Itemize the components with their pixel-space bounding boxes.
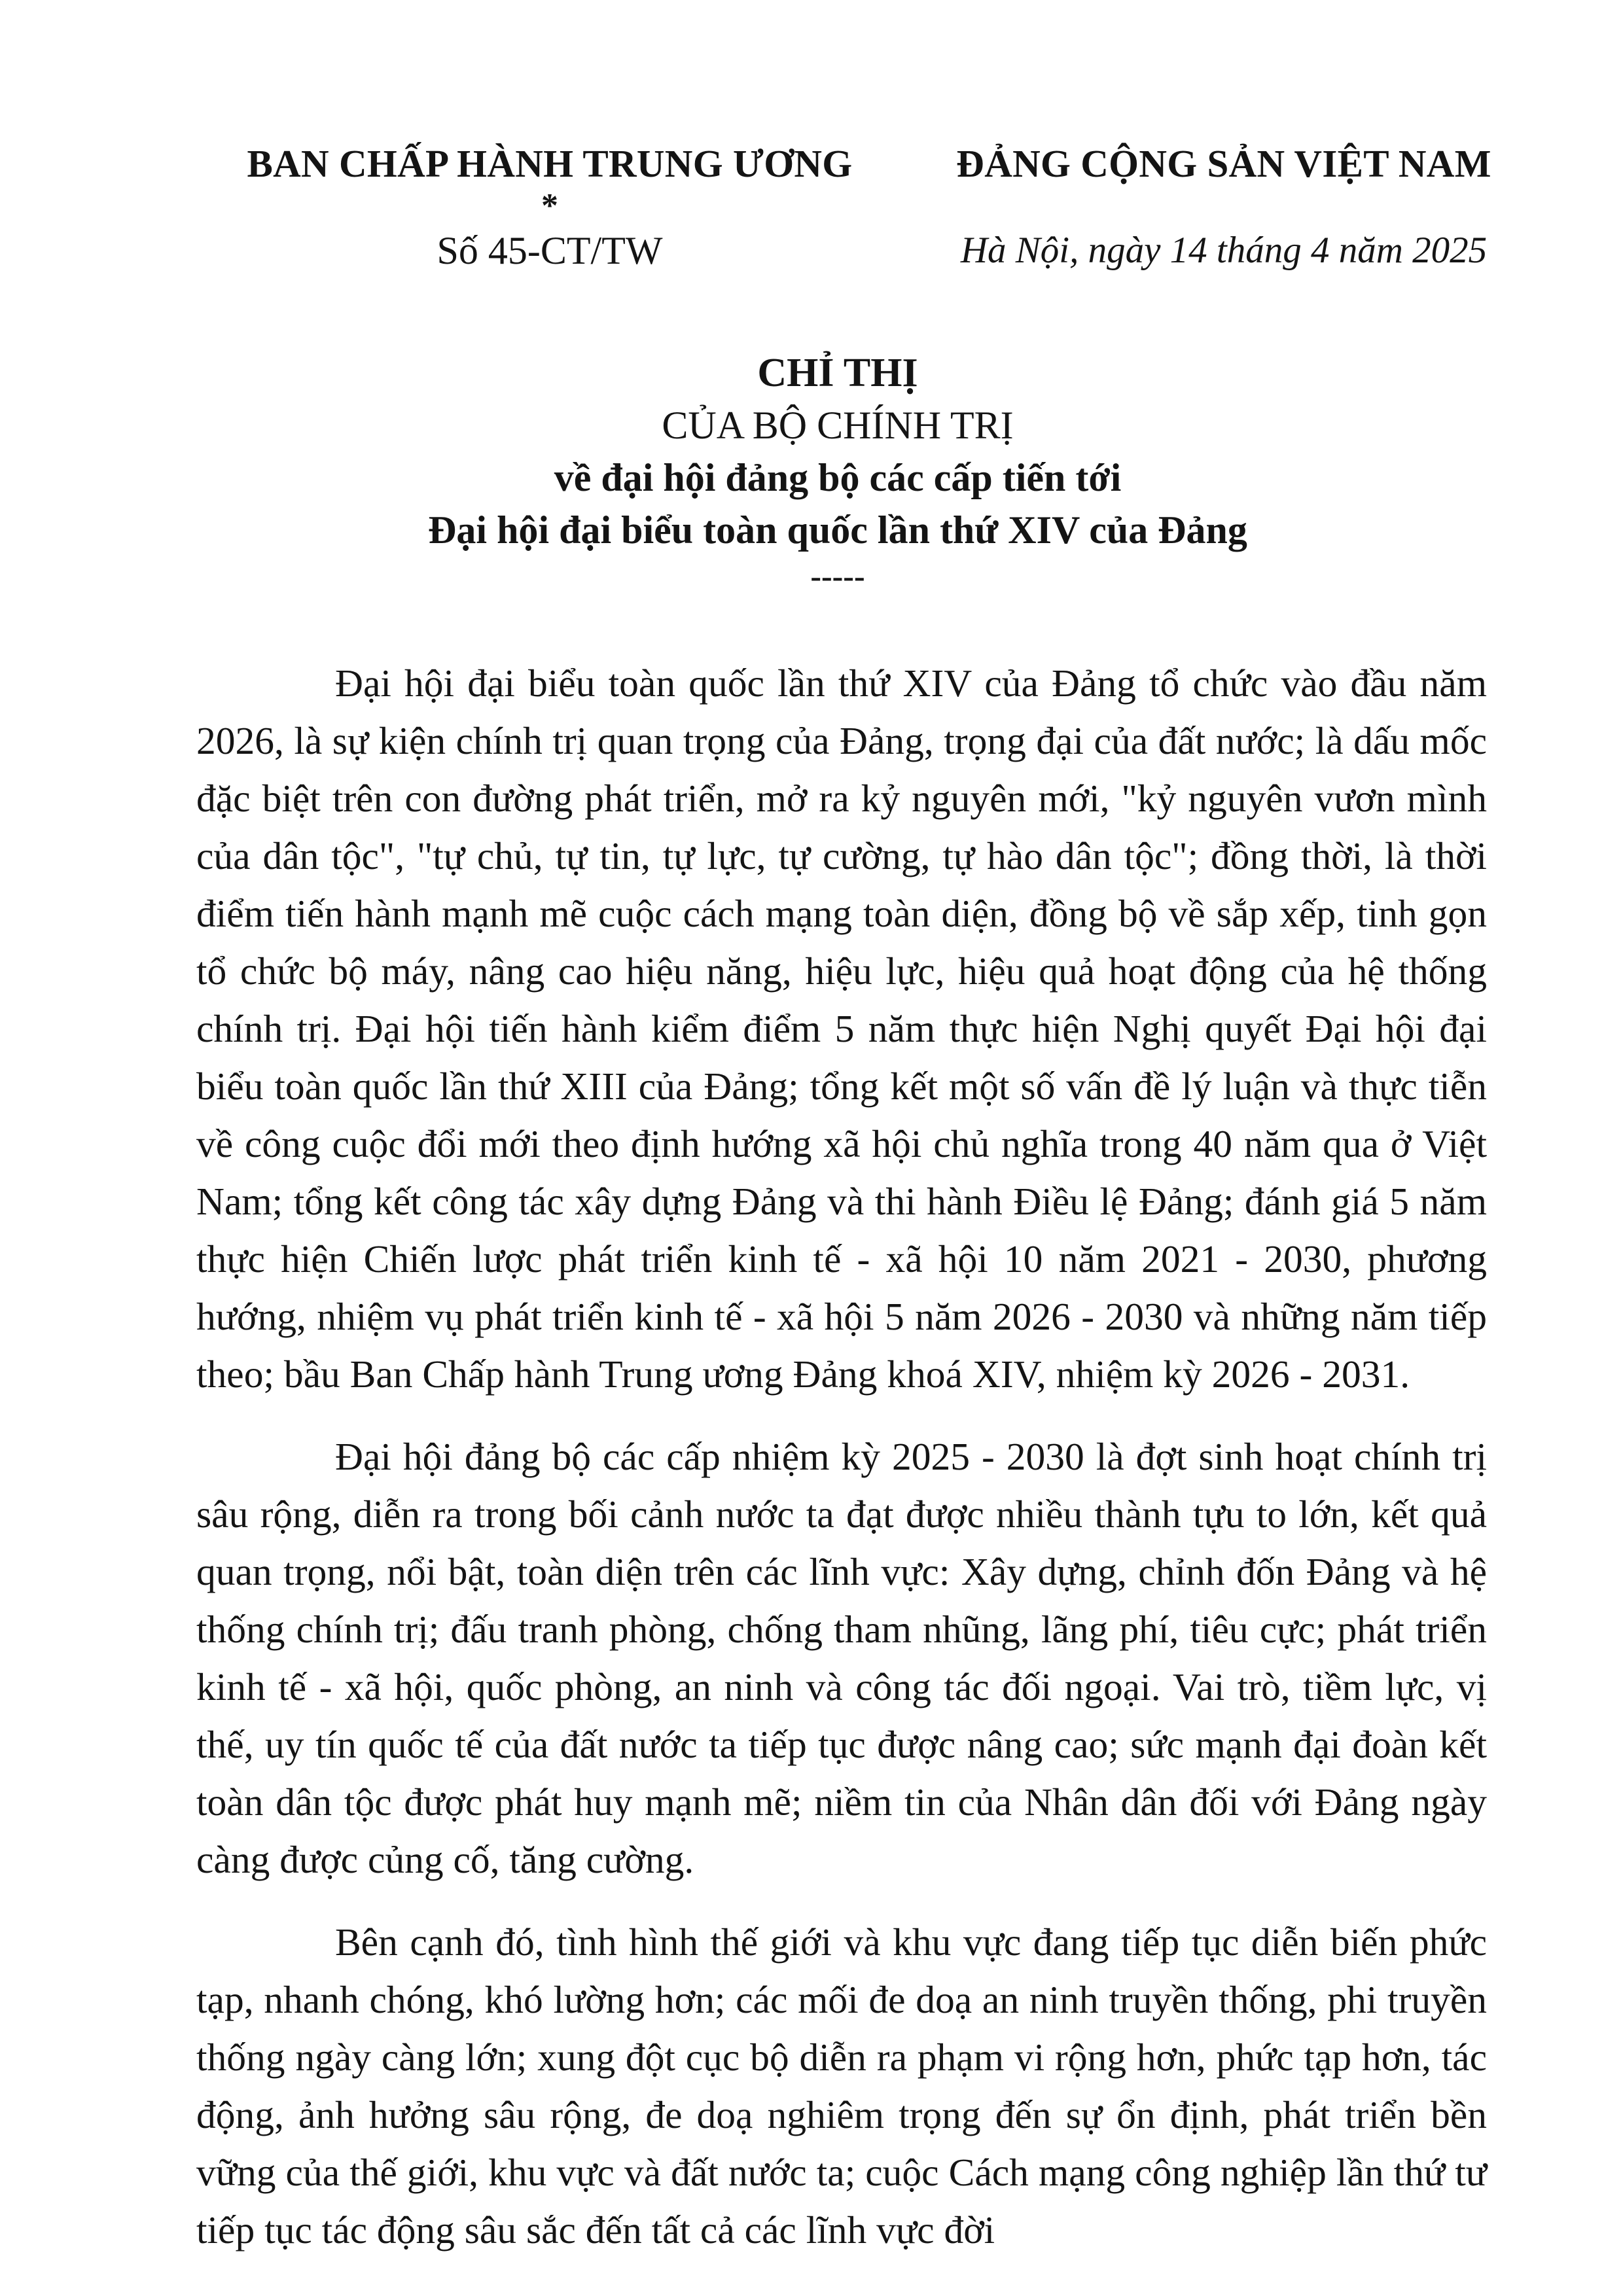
national-header (916, 134, 1531, 277)
paragraph-2: Đại hội đảng bộ các cấp nhiệm kỳ 2025 - 2030 là đợt sinh hoạt chính trị sâu rộng, diễn ra trong bối cảnh nước ta đạt được nhiều thành tựu to lớn, kết quả quan trọng, nổi bật, toàn diện trên các lĩnh vực: Xây dựng, chỉnh đốn Đảng và hệ thống chính trị; đấu tranh phòng, chống tham nhũng, lãng phí, tiêu cực; phát triển kinh tế - xã hội, quốc phòng, an ninh và công tác đối ngoại. Vai trò, tiềm lực, vị thế, uy tín quốc tế của đất nước ta tiếp tục được nâng cao; sức mạnh đại đoàn kết toàn dân tộc được phát huy mạnh mẽ; niềm tin của Nhân dân đối với Đảng ngày càng được củng cố, tăng cường. (196, 1435, 1487, 1881)
subject-line-2: Đại hội đại biểu toàn quốc lần thứ XIV của Đảng (428, 508, 1247, 552)
star-mark: * (541, 187, 558, 224)
party-name: ĐẢNG CỘNG SẢN VIỆT NAM (956, 142, 1491, 185)
document-type: CHỈ THỊ (757, 351, 918, 395)
paragraph-1: Đại hội đại biểu toàn quốc lần thứ XIV của Đảng tổ chức vào đầu năm 2026, là sự kiện chính trị quan trọng của Đảng, trọng đại của đất nước; là dấu mốc đặc biệt trên con đường phát triển, mở ra kỷ nguyên mới, "kỷ nguyên vươn mình của dân tộc", "tự chủ, tự tin, tự lực, tự cường, tự hào dân tộc"; đồng thời, là thời điểm tiến hành mạnh mẽ cuộc cách mạng toàn diện, đồng bộ về sắp xếp, tinh gọn tổ chức bộ máy, nâng cao hiệu năng, hiệu lực, hiệu quả hoạt động của hệ thống chính trị. Đại hội tiến hành kiểm điểm 5 năm thực hiện Nghị quyết Đại hội đại biểu toàn quốc lần thứ XIII của Đảng; tổng kết một số vấn đề lý luận và thực tiễn về công cuộc đổi mới theo định hướng xã hội chủ nghĩa trong 40 năm qua ở Việt Nam; tổng kết công tác xây dựng Đảng và thi hành Điều lệ Đảng; đánh giá 5 năm thực hiện Chiến lược phát triển kinh tế - xã hội 10 năm 2021 - 2030, phương hướng, nhiệm vụ phát triển kinh tế - xã hội 5 năm 2026 - 2030 và những năm tiếp theo; bầu Ban Chấp hành Trung ương Đảng khoá XIV, nhiệm kỳ 2026 - 2031. (196, 662, 1487, 1396)
document-body (196, 654, 1487, 2284)
title-separator: ----- (810, 557, 865, 594)
document-title (196, 347, 1479, 595)
place-date: Hà Nội, ngày 14 tháng 4 năm 2025 (960, 230, 1488, 271)
paragraph-3: Bên cạnh đó, tình hình thế giới và khu vực đang tiếp tục diễn biến phức tạp, nhanh chóng, khó lường hơn; các mối đe doạ an ninh truyền thống, phi truyền thống ngày càng lớn; xung đột cục bộ diễn ra phạm vi rộng hơn, phức tạp hơn, tác động, ảnh hưởng sâu rộng, đe doạ nghiêm trọng đến sự ổn định, phát triển bền vững của thế giới, khu vực và đất nước ta; cuộc Cách mạng công nghiệp lần thứ tư tiếp tục tác động sâu sắc đến tất cả các lĩnh vực đời (196, 1920, 1487, 2252)
document-number: Số 45-CT/TW (437, 229, 663, 272)
subject-line-1: về đại hội đảng bộ các cấp tiến tới (554, 456, 1122, 499)
issuer-header (196, 134, 903, 277)
organization-name: BAN CHẤP HÀNH TRUNG ƯƠNG (247, 142, 853, 185)
issuing-body: CỦA BỘ CHÍNH TRỊ (662, 404, 1014, 447)
